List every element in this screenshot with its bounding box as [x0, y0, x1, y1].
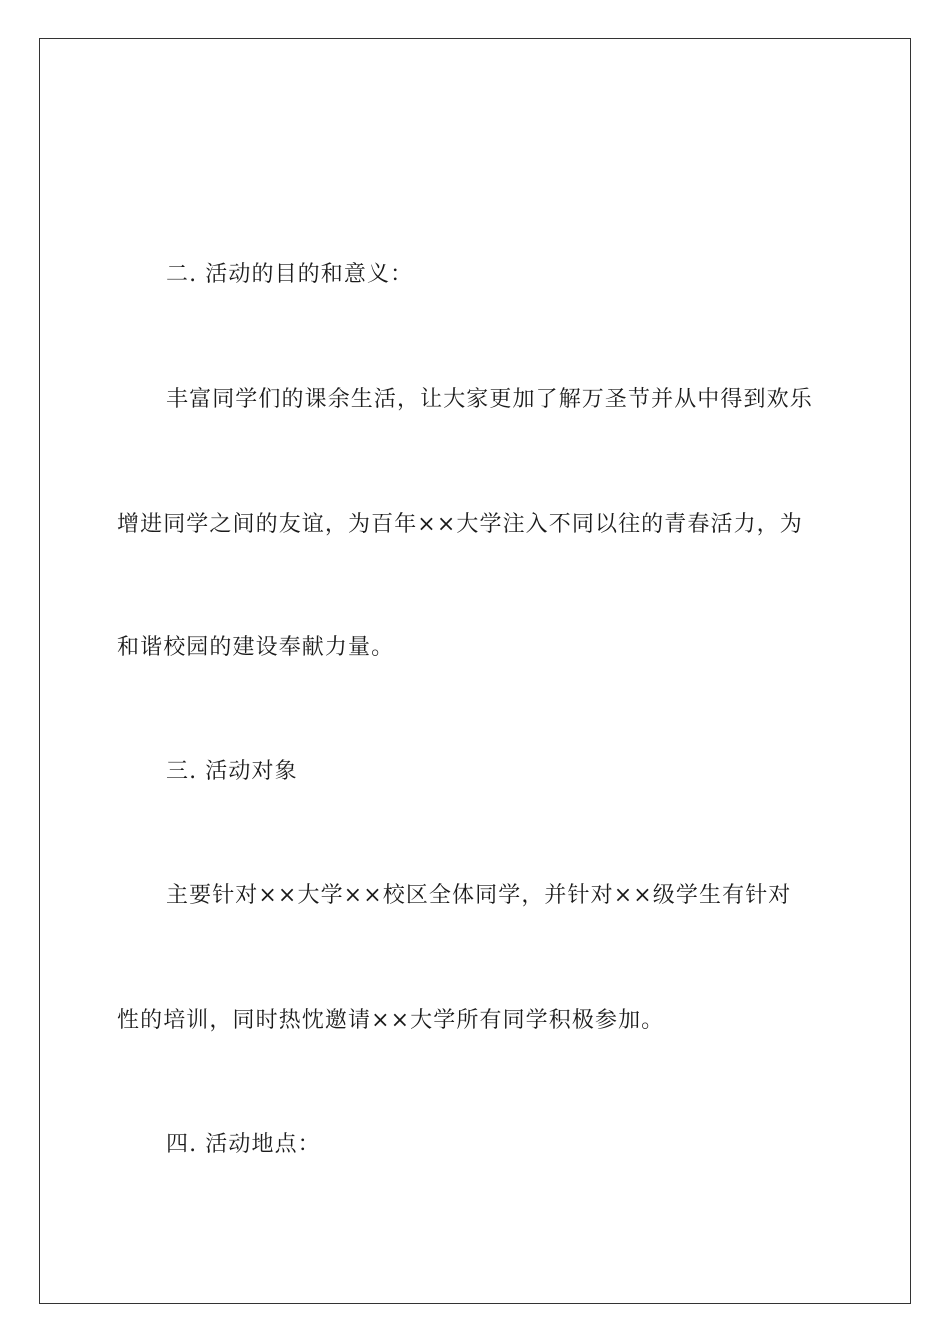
- paragraph-line: 增进同学之间的友谊，为百年××大学注入不同以往的青春活力，为: [117, 512, 803, 537]
- paragraph-line: 主要针对××大学××校区全体同学，并针对××级学生有针对: [166, 883, 792, 908]
- page-border: [39, 38, 911, 1304]
- section-heading-purpose: 二. 活动的目的和意义：: [166, 262, 414, 287]
- section-heading-audience: 三. 活动对象: [166, 759, 298, 784]
- paragraph-line: 性的培训，同时热忱邀请××大学所有同学积极参加。: [117, 1008, 665, 1033]
- paragraph-line: 丰富同学们的课余生活，让大家更加了解万圣节并从中得到欢乐: [166, 387, 813, 412]
- paragraph-line: 和谐校园的建设奉献力量。: [117, 635, 395, 660]
- section-heading-location: 四. 活动地点：: [166, 1132, 321, 1157]
